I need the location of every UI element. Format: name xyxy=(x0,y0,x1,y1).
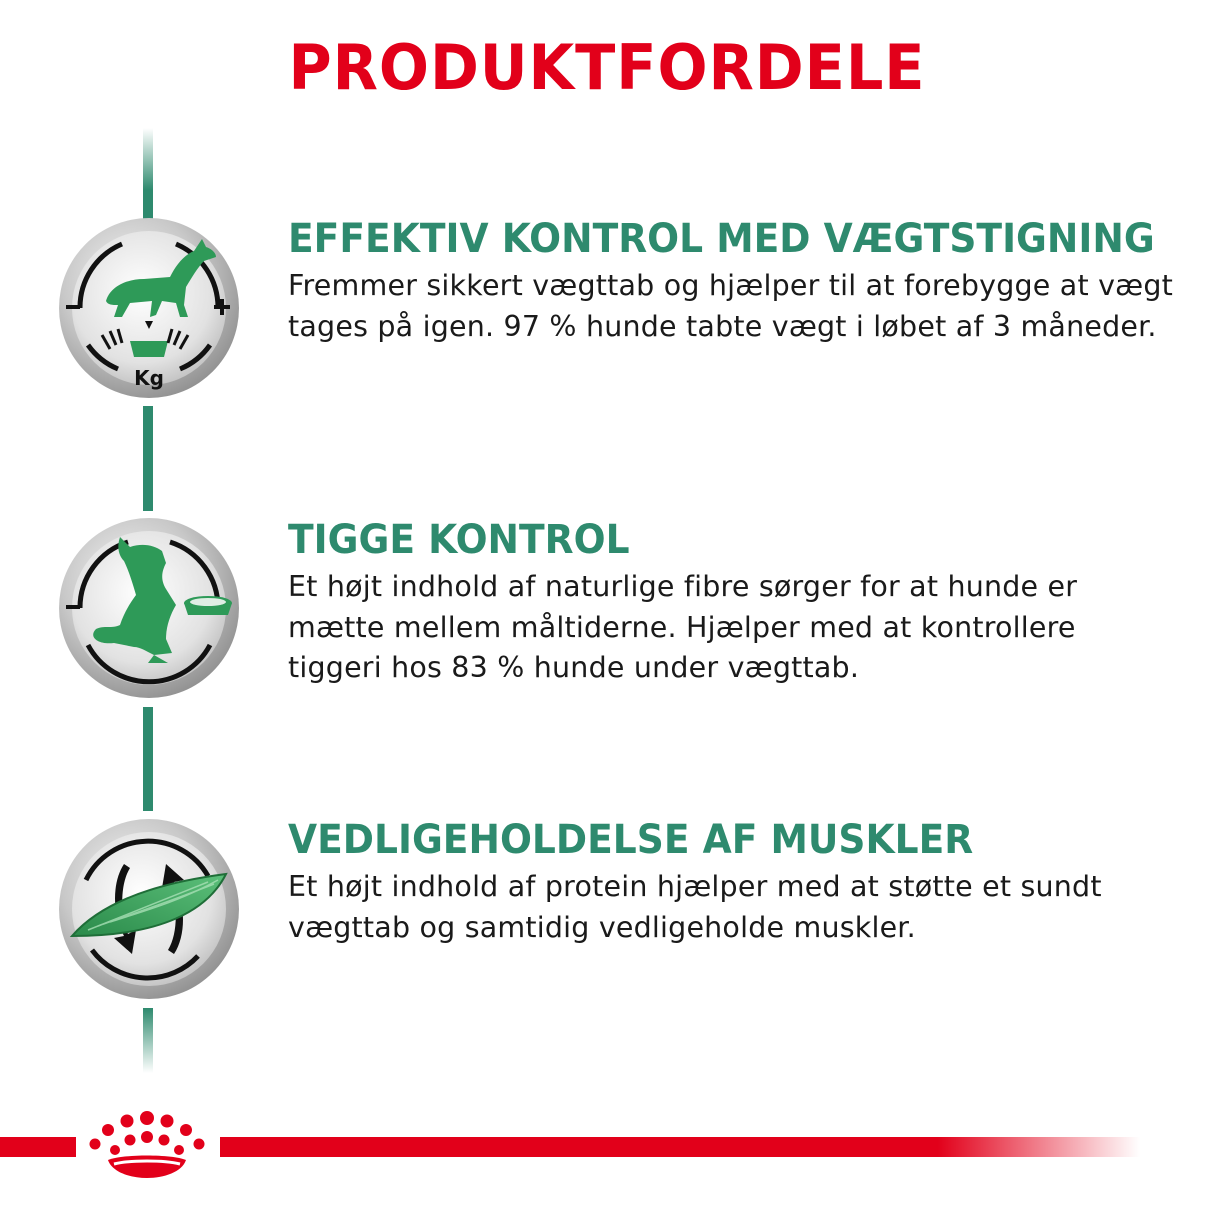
begging-dog-bowl-icon xyxy=(58,517,240,699)
royal-canin-crown-logo xyxy=(82,1108,212,1180)
benefit-text: Et højt indhold af protein hjælper med at støtte et sundt vægttab og samtidig vedligeholde muskler. xyxy=(288,870,1102,944)
muscle-fiber-icon xyxy=(58,818,240,1000)
page-title: PRODUKTFORDELE xyxy=(288,31,926,104)
benefit-text: Fremmer sikkert vægttab og hjælper til at forebygge at vægt tages på igen. 97 % hunde tabte vægt i løbet af 3 måneder. xyxy=(288,269,1174,343)
benefit-weight-control xyxy=(288,212,1178,347)
benefit-begging-control xyxy=(288,513,1178,689)
benefit-title: TIGGE KONTROL xyxy=(288,517,630,563)
benefit-title: VEDLIGEHOLDELSE AF MUSKLER xyxy=(288,817,974,863)
dog-weight-scale-icon xyxy=(58,217,240,399)
kg-label: Kg xyxy=(134,366,164,390)
benefit-muscle-maintenance xyxy=(288,813,1178,948)
footer-line-right xyxy=(220,1137,1140,1157)
benefit-text: Et højt indhold af naturlige fibre sørger for at hunde er mætte mellem måltiderne. Hjælper med at kontrollere tiggeri hos 83 % hunde under vægttab. xyxy=(288,570,1078,684)
benefit-title: EFFEKTIV KONTROL MED VÆGTSTIGNING xyxy=(288,216,1155,262)
footer-line-left xyxy=(0,1137,76,1157)
